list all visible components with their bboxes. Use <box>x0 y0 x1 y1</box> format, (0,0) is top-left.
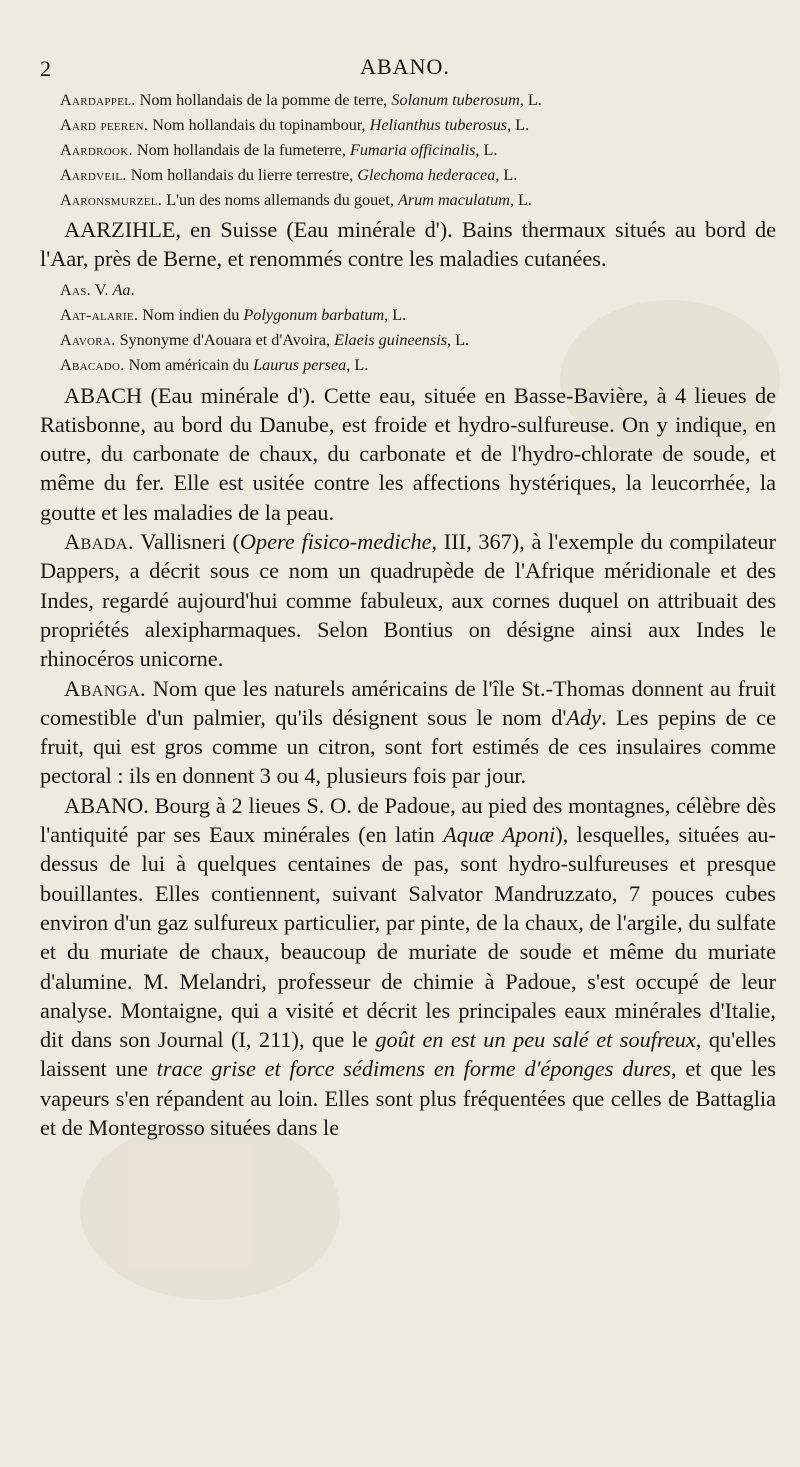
entry-aas: Aas. V. Aa. <box>60 280 135 299</box>
entry-abada: Abada. Vallisneri (Opere fisico-mediche, III, 367), à l'exemple du compilateur Dappers, a décrit sous ce nom un quadrupède de l'Afrique méridionale et des Indes, regardé aujourd'hui comme fabuleux, aux cornes duquel on attribuait des propriétés alexipharmaques. Selon Bontius on désigne ainsi aux Indes le rhinocéros unicorne. <box>40 529 777 672</box>
entry-abacado: Abacado. Nom américain du Laurus persea, L. <box>60 355 369 374</box>
entry-aard-peeren: Aard peeren. Nom hollandais du topinambour, Helianthus tuberosus, L. <box>60 116 530 134</box>
small-entries-group-1 <box>40 88 776 213</box>
entry-aat-alarie: Aat-alarie. Nom indien du Polygonum barbatum, L. <box>60 305 407 324</box>
small-entries-group-2 <box>40 278 776 378</box>
running-head: ABANO. <box>360 54 450 79</box>
entry-aardrook: Aardrook. Nom hollandais de la fumeterre, Fumaria officinalis, L. <box>60 141 498 159</box>
entry-aardappel: Aardappel. Nom hollandais de la pomme de terre, Solanum tuberosum, L. <box>60 91 542 109</box>
entry-abanga: Abanga. Nom que les naturels américains de l'île St.-Thomas donnent au fruit comestible d'un palmier, qu'ils désignent sous le nom d'Ady. Les pepins de ce fruit, qui est gros comme un citron, sont fort estimés de ces insulaires comme pectoral : ils en donnent 3 ou 4, plusieurs fois par jour. <box>40 675 776 789</box>
entry-aardveil: Aardveil. Nom hollandais du lierre terrestre, Glechoma hederacea, L. <box>60 166 518 184</box>
entry-abach: ABACH (Eau minérale d'). Cette eau, située en Basse-Bavière, à 4 lieues de Ratisbonne, au bord du Danube, est froide et hydro-sulfureuse. On y indique, en outre, du carbonate de chaux, du carbonate et de l'hydro-chlorate de soude, et même du fer. Elle est usitée contre les affections hystériques, la leucorrhée, la goutte et les maladies de la peau. <box>40 382 776 525</box>
page-header <box>40 54 770 84</box>
page-body <box>40 88 776 1142</box>
entry-aaronsmurzel: Aaronsmurzel. L'un des noms allemands du gouet, Arum maculatum, L. <box>60 191 532 209</box>
paper-stain <box>80 1120 340 1300</box>
entry-aarzihle: AARZIHLE, en Suisse (Eau minérale d'). Bains thermaux situés au bord de l'Aar, près de Berne, et renommés contre les maladies cutanées. <box>40 217 776 272</box>
entry-aavora: Aavora. Synonyme d'Aouara et d'Avoira, Elaeis guineensis, L. <box>60 330 470 349</box>
entry-abano: ABANO. Bourg à 2 lieues S. O. de Padoue, au pied des montagnes, célèbre dès l'antiquité par ses Eaux minérales (en latin Aquæ Aponi), lesquelles, situées au-dessus de lui à quelques centaines de pas, sont hydro-sulfureuses et presque bouillantes. Elles contiennent, suivant Salvator Mandruzzato, 7 pouces cubes environ d'un gaz sulfureux particulier, par pinte, de la chaux, de l'argile, du sulfate et du muriate de chaux, beaucoup de muriate de soude et même du muriate d'alumine. M. Melandri, professeur de chimie à Padoue, s'est occupé de leur analyse. Montaigne, qui a visité et décrit les principales eaux minérales d'Italie, dit dans son Journal (I, 211), que le goût en est un peu salé et soufreux, qu'elles laissent une trace grise et force sédimens en forme d'éponges dures, et que les vapeurs s'en répandent au loin. Elles sont plus fréquentées que celles de Battaglia et de Montegrosso situées dans le <box>40 792 776 1141</box>
page-number: 2 <box>40 56 51 81</box>
